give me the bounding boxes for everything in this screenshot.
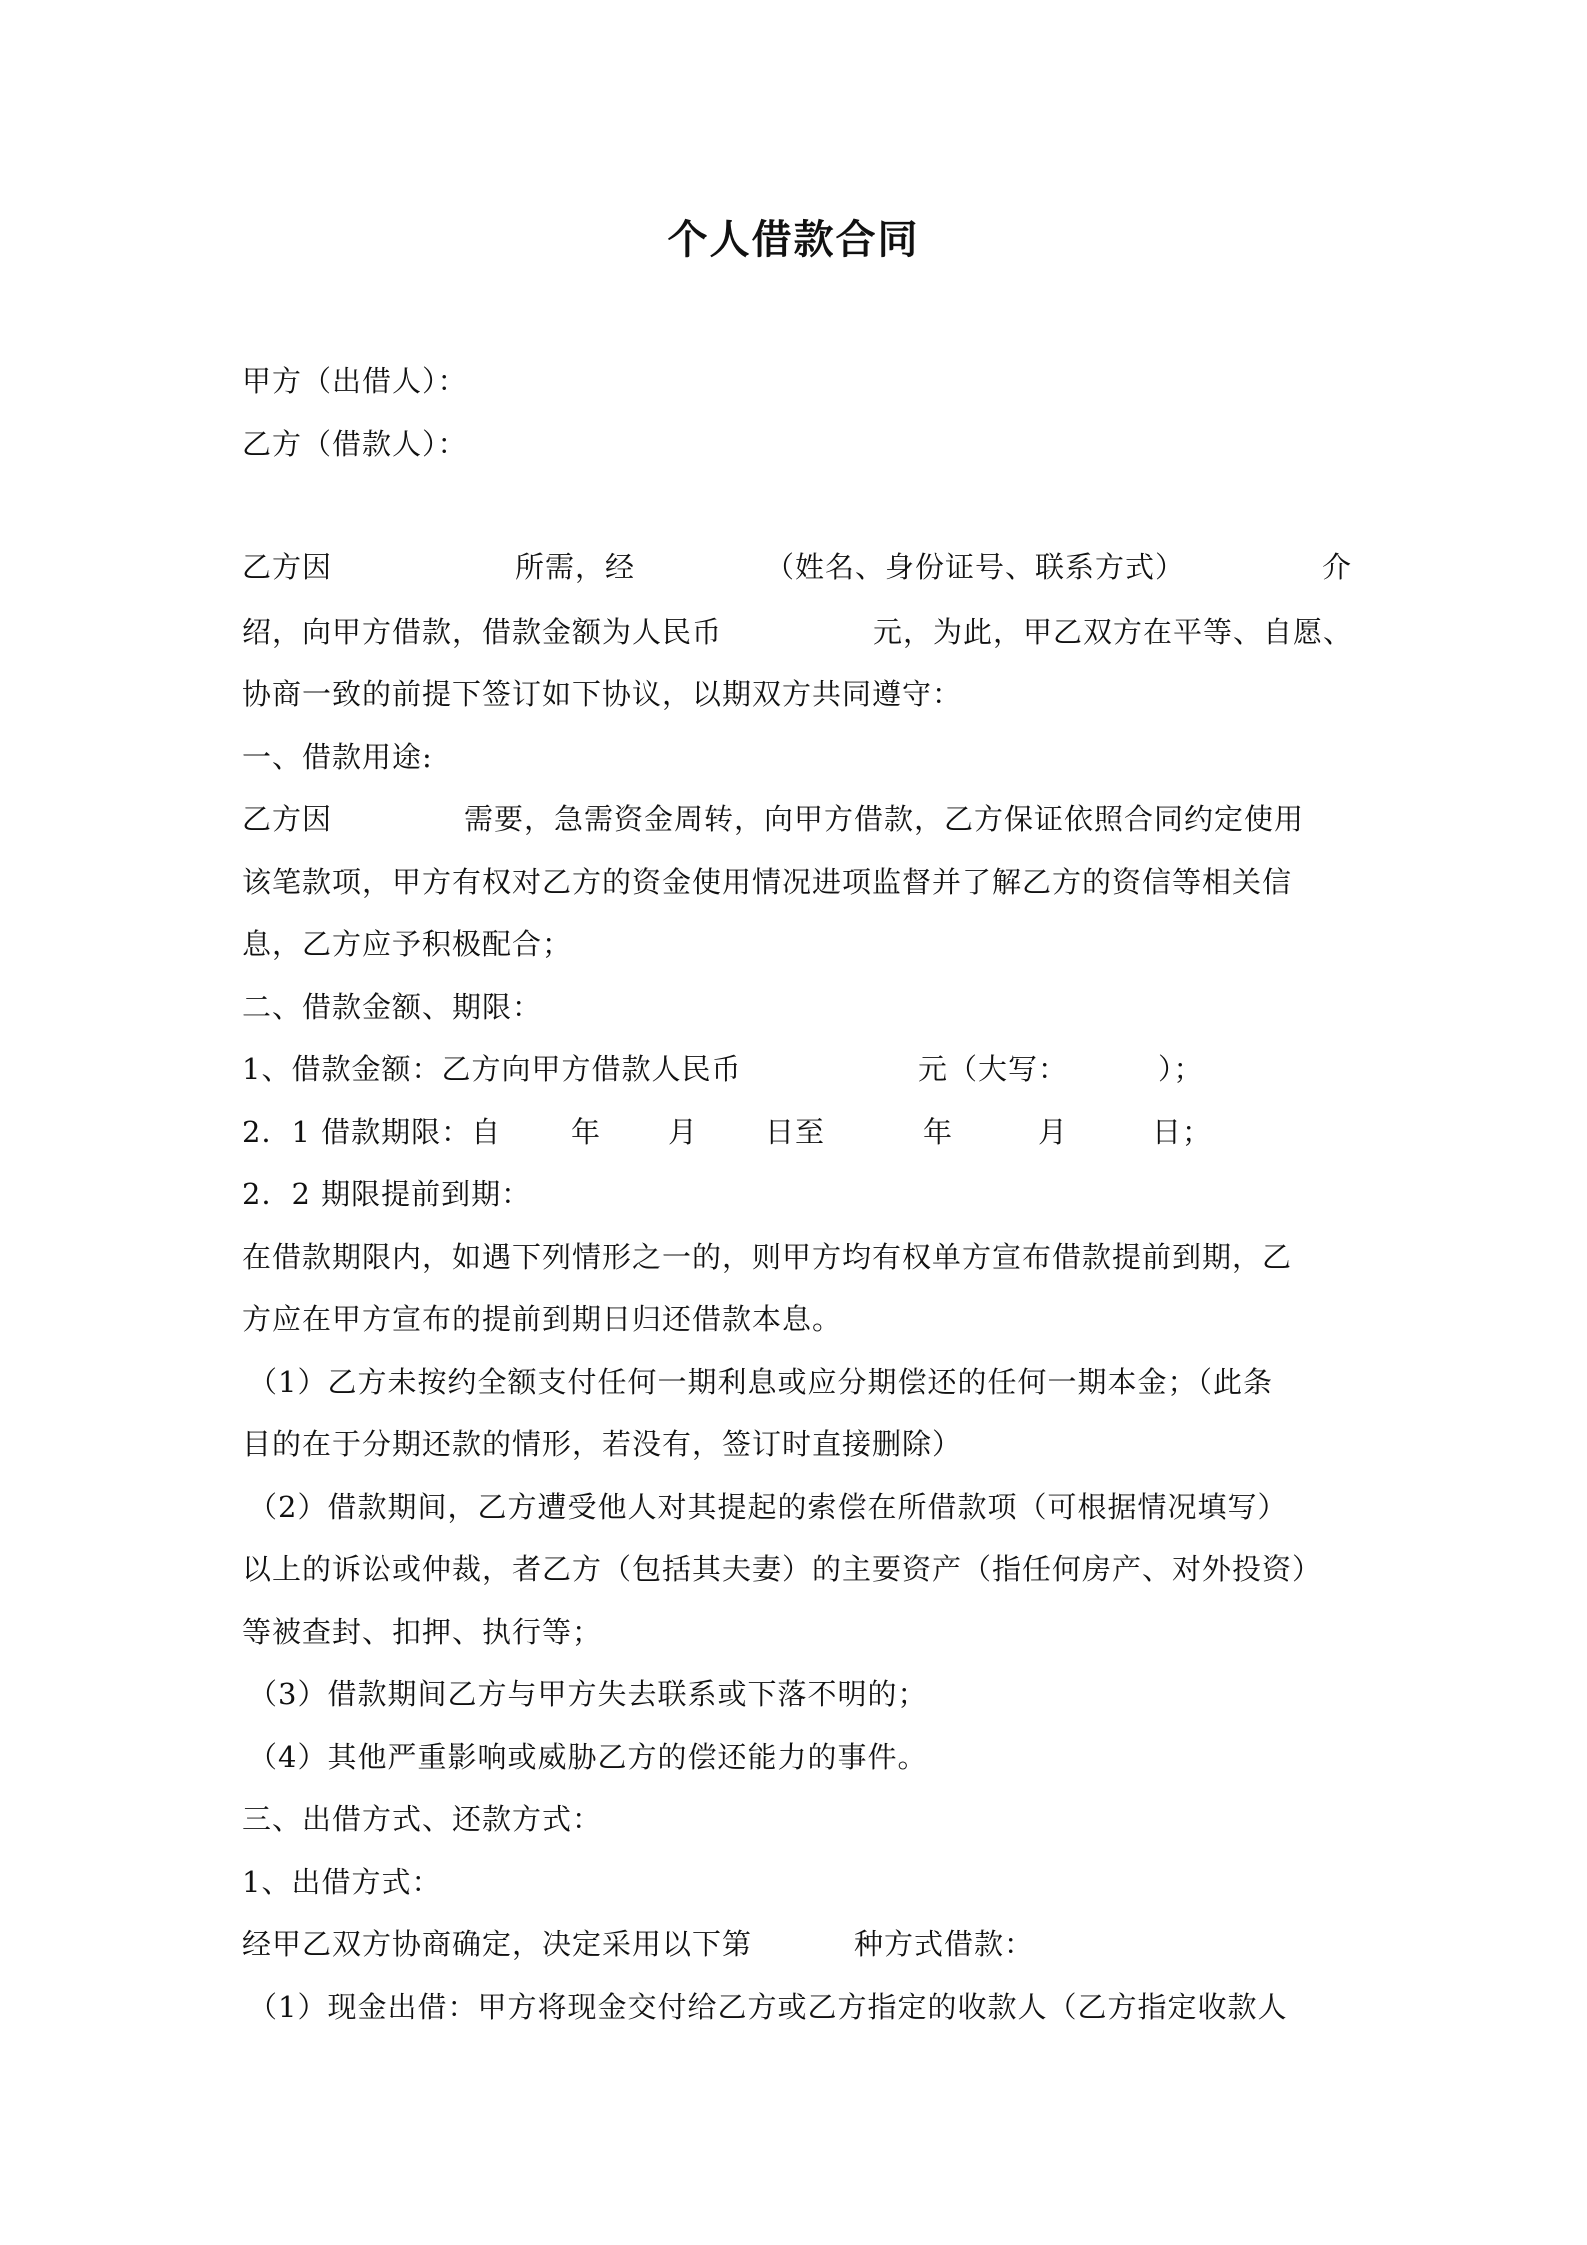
loan-term-day-to: 日至 [765, 1115, 826, 1149]
clause-item-2-line1: （2）借款期间，乙方遭受他人对其提起的索偿在所借款项（可根据情况填写） [248, 1490, 1288, 1524]
intro-line2-end: 元，为此，甲乙双方在平等、自愿、 [873, 615, 1354, 649]
section-2-heading: 二、借款金额、期限： [242, 990, 543, 1024]
intro-line2-start: 绍，向甲方借款，借款金额为人民币 [242, 615, 723, 649]
intro-line3: 协商一致的前提下签订如下协议，以期双方共同遵守： [242, 677, 963, 711]
early-maturity-heading: 2．2 期限提前到期： [242, 1177, 532, 1211]
section-1-line2: 该笔款项，甲方有权对乙方的资金使用情况进项监督并了解乙方的资信等相关信 [242, 865, 1293, 899]
loan-term-year-end: 年 [923, 1115, 954, 1149]
loan-term-day-end: 日； [1152, 1115, 1213, 1149]
clause-item-2-line3: 等被查封、扣押、执行等； [242, 1615, 603, 1649]
intro-line1-need: 所需，经 [515, 550, 636, 584]
clause-item-1-line1: （1）乙方未按约全额支付任何一期利息或应分期偿还的任何一期本金；（此条 [248, 1365, 1273, 1399]
clause-item-4: （4）其他严重影响或威胁乙方的偿还能力的事件。 [248, 1740, 928, 1774]
loan-amount-uppercase: 元（大写： [918, 1052, 1069, 1086]
loan-amount-close: ）； [1158, 1052, 1204, 1086]
section-1-line1-start: 乙方因 [242, 802, 333, 836]
early-maturity-line1: 在借款期限内，如遇下列情形之一的，则甲方均有权单方宣布借款提前到期，乙 [242, 1240, 1293, 1274]
section-1-line1-end: 需要，急需资金周转，向甲方借款，乙方保证依照合同约定使用 [464, 802, 1305, 836]
party-b-label: 乙方（借款人）： [242, 427, 468, 461]
section-1-line3: 息，乙方应予积极配合； [242, 927, 573, 961]
section-1-heading: 一、借款用途: [242, 740, 433, 774]
loan-term-month-start: 月 [668, 1115, 699, 1149]
lending-method-heading: 1、出借方式： [242, 1865, 442, 1899]
loan-amount-label: 1、借款金额：乙方向甲方借款人民币 [242, 1052, 742, 1086]
clause-item-2-line2: 以上的诉讼或仲裁，者乙方（包括其夫妻）的主要资产（指任何房产、对外投资） [242, 1552, 1323, 1586]
loan-term-label: 2．1 借款期限：自 [242, 1115, 502, 1149]
intro-line1-end: 介 [1322, 550, 1353, 584]
lending-method-choice-start: 经甲乙双方协商确定，决定采用以下第 [242, 1927, 753, 1961]
cash-lending-line1: （1）现金出借：甲方将现金交付给乙方或乙方指定的收款人（乙方指定收款人 [248, 1990, 1288, 2024]
clause-item-3: （3）借款期间乙方与甲方失去联系或下落不明的； [248, 1677, 928, 1711]
intro-line1-start: 乙方因 [242, 550, 333, 584]
loan-term-year-start: 年 [571, 1115, 602, 1149]
clause-item-1-line2: 目的在于分期还款的情形，若没有，签订时直接删除） [242, 1427, 963, 1461]
early-maturity-line2: 方应在甲方宣布的提前到期日归还借款本息。 [242, 1302, 843, 1336]
page-title: 个人借款合同 [667, 217, 920, 263]
loan-term-month-end: 月 [1038, 1115, 1069, 1149]
intro-line1-referrer: （姓名、身份证号、联系方式） [765, 550, 1186, 584]
section-3-heading: 三、出借方式、还款方式： [242, 1802, 603, 1836]
party-a-label: 甲方（出借人）： [242, 364, 468, 398]
lending-method-choice-end: 种方式借款： [854, 1927, 1035, 1961]
